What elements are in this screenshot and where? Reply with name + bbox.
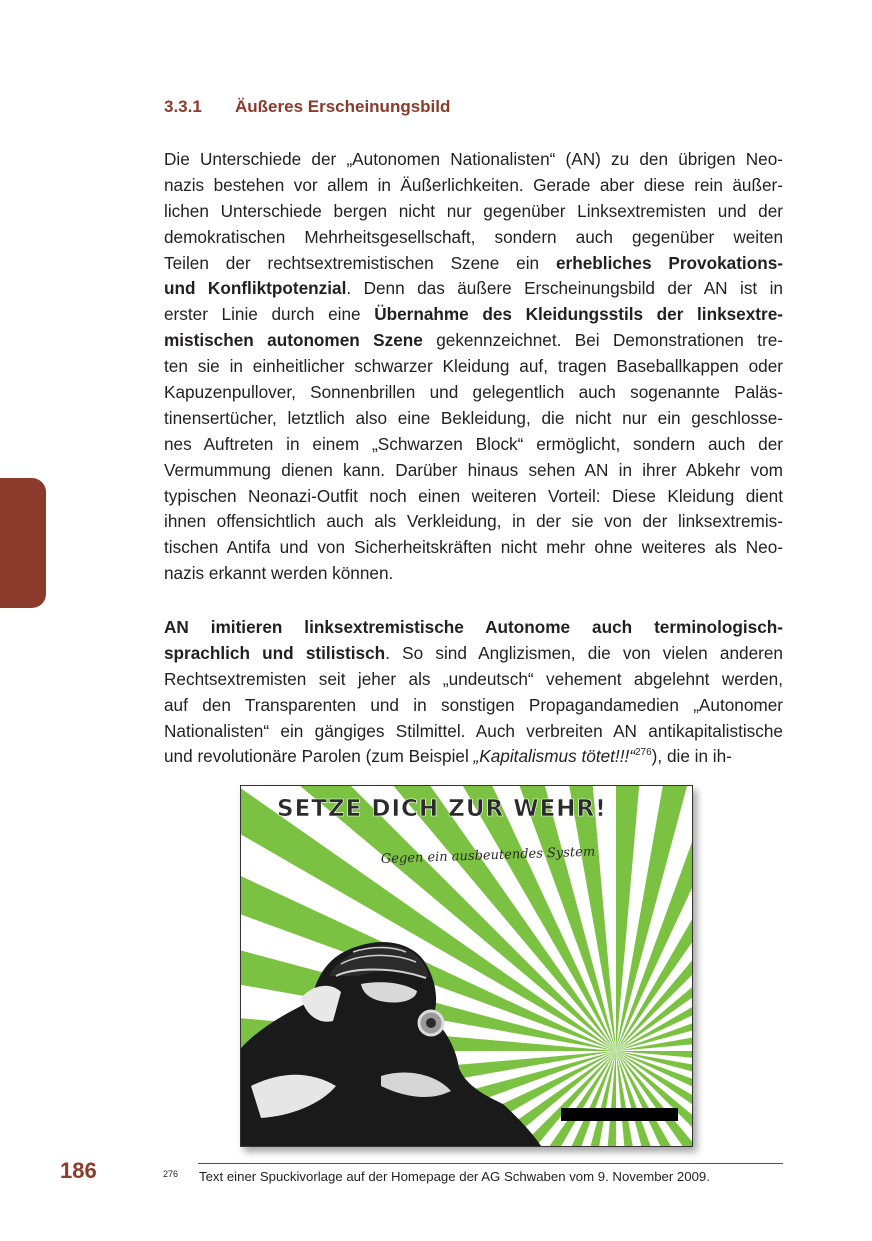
paragraph1-line-t: ten sie in einheitlicher schwarzer Kleidung auf, tragen Baseballkappen oder	[164, 356, 783, 377]
paragraph1-line	[164, 276, 783, 302]
figure-subline: Gegen ein ausbeutendes System	[380, 844, 596, 867]
paragraph2-line-i: „Kapitalismus tötet!!!“	[473, 746, 635, 767]
paragraph2-line-sup: 276	[634, 747, 652, 759]
paragraph1-line	[164, 458, 783, 484]
paragraph1-line-b: Übernahme des Kleidungsstils der linksextre-	[374, 304, 783, 325]
paragraph1-line-t: nes Auftreten in einem „Schwarzen Block“ ermöglicht, sondern auch der	[164, 433, 783, 454]
paragraph1-line-t: nazis erkannt werden können.	[164, 563, 394, 584]
section-number: 3.3.1	[164, 97, 202, 116]
paragraph2-line-t2: . So sind Anglizismen, die von vielen anderen	[385, 642, 783, 663]
paragraph2-line	[164, 693, 783, 719]
paragraph1-line	[164, 484, 783, 510]
paragraph1-line	[164, 380, 783, 406]
paragraph1-line	[164, 509, 783, 535]
paragraph1-line-t: tinensertücher, letztlich also eine Bekleidung, die nicht nur ein geschlosse-	[164, 407, 783, 428]
paragraph1-line-t: Vermummung dienen kann. Darüber hinaus sehen AN in ihrer Abkehr vom	[164, 459, 783, 480]
paragraph2-line-t2: ), die in ih-	[651, 746, 732, 767]
paragraph2-line	[164, 744, 783, 770]
section-heading	[164, 97, 450, 117]
paragraph1-line	[164, 147, 783, 173]
footnote-text: Text einer Spuckivorlage auf der Homepage der AG Schwaben vom 9. November 2009.	[199, 1169, 710, 1184]
paragraph1-line-b: erhebliches Provokations-	[555, 252, 783, 273]
paragraph2-line-b: AN imitieren linksextremistische Autonome auch terminologisch-	[164, 617, 783, 637]
paragraph1-line-t2: gekennzeichnet. Bei Demonstrationen tre-	[422, 330, 783, 351]
footnote-mark: 276	[163, 1169, 179, 1179]
section-title: Äußeres Erscheinungsbild	[235, 97, 451, 116]
figure-graphic	[241, 786, 692, 1146]
paragraph-1	[164, 147, 783, 587]
paragraph1-line-b: mistischen autonomen Szene	[164, 330, 423, 351]
paragraph2-line	[164, 719, 783, 745]
paragraph1-line	[164, 173, 783, 199]
paragraph1-line-t: ihnen offensichtlich auch als Verkleidung, in der sie von der linksextremis-	[164, 511, 783, 532]
paragraph1-line-t: erster Linie durch eine	[164, 304, 375, 325]
paragraph1-line	[164, 328, 783, 354]
footnote-rule	[198, 1163, 783, 1164]
paragraph2-line-b: sprachlich und stilistisch	[164, 642, 386, 663]
paragraph2-line-t: Rechtsextremisten seit jeher als „undeutsch“ vehement abgelehnt werden,	[164, 668, 783, 689]
paragraph2-line-t: auf den Transparenten und in sonstigen Propagandamedien „Autonomer	[164, 694, 783, 715]
paragraph1-line-t: Teilen der rechtsextremistischen Szene ein	[164, 252, 556, 273]
page-number: 186	[60, 1158, 97, 1183]
paragraph1-line-t: typischen Neonazi-Outfit noch einen weiteren Vorteil: Diese Kleidung dient	[164, 485, 783, 506]
figure-headline: SETZE DICH ZUR WEHR!	[277, 796, 607, 822]
paragraph1-line-t: demokratischen Mehrheitsgesellschaft, sondern auch gegenüber weiten	[164, 226, 783, 247]
paragraph1-line-t: Die Unterschiede der „Autonomen Nationalisten“ (AN) zu den übrigen Neo-	[164, 149, 783, 169]
paragraph1-line-t: Kapuzenpullover, Sonnenbrillen und gelegentlich auch sogenannte Paläs-	[164, 382, 783, 403]
paragraph2-line	[164, 641, 783, 667]
paragraph2-line	[164, 615, 783, 641]
paragraph1-line-t2: . Denn das äußere Erscheinungsbild der AN ist in	[346, 278, 783, 299]
paragraph2-line-t: und revolutionäre Parolen (zum Beispiel	[164, 746, 474, 767]
paragraph1-line	[164, 354, 783, 380]
paragraph1-line	[164, 406, 783, 432]
chapter-side-tab	[0, 478, 46, 608]
paragraph2-line-t: Nationalisten“ ein gängiges Stilmittel. Auch verbreiten AN antikapitalistische	[164, 720, 783, 741]
propaganda-figure	[240, 785, 693, 1147]
paragraph1-line	[164, 225, 783, 251]
paragraph1-line-t: nazis bestehen vor allem in Äußerlichkeiten. Gerade aber diese rein äußer-	[164, 174, 783, 195]
paragraph-2	[164, 615, 783, 770]
paragraph1-line	[164, 251, 783, 277]
paragraph1-line-t: lichen Unterschiede bergen nicht nur gegenüber Linksextremisten und der	[164, 200, 783, 221]
paragraph1-line	[164, 199, 783, 225]
paragraph1-line	[164, 535, 783, 561]
paragraph1-line	[164, 432, 783, 458]
paragraph1-line-b: und Konfliktpotenzial	[164, 278, 347, 299]
paragraph1-line-t: tischen Antifa und von Sicherheitskräften nicht mehr ohne weiteres als Neo-	[164, 537, 783, 558]
redaction-bar	[561, 1108, 678, 1121]
paragraph1-line	[164, 561, 783, 587]
paragraph1-line	[164, 302, 783, 328]
paragraph2-line	[164, 667, 783, 693]
